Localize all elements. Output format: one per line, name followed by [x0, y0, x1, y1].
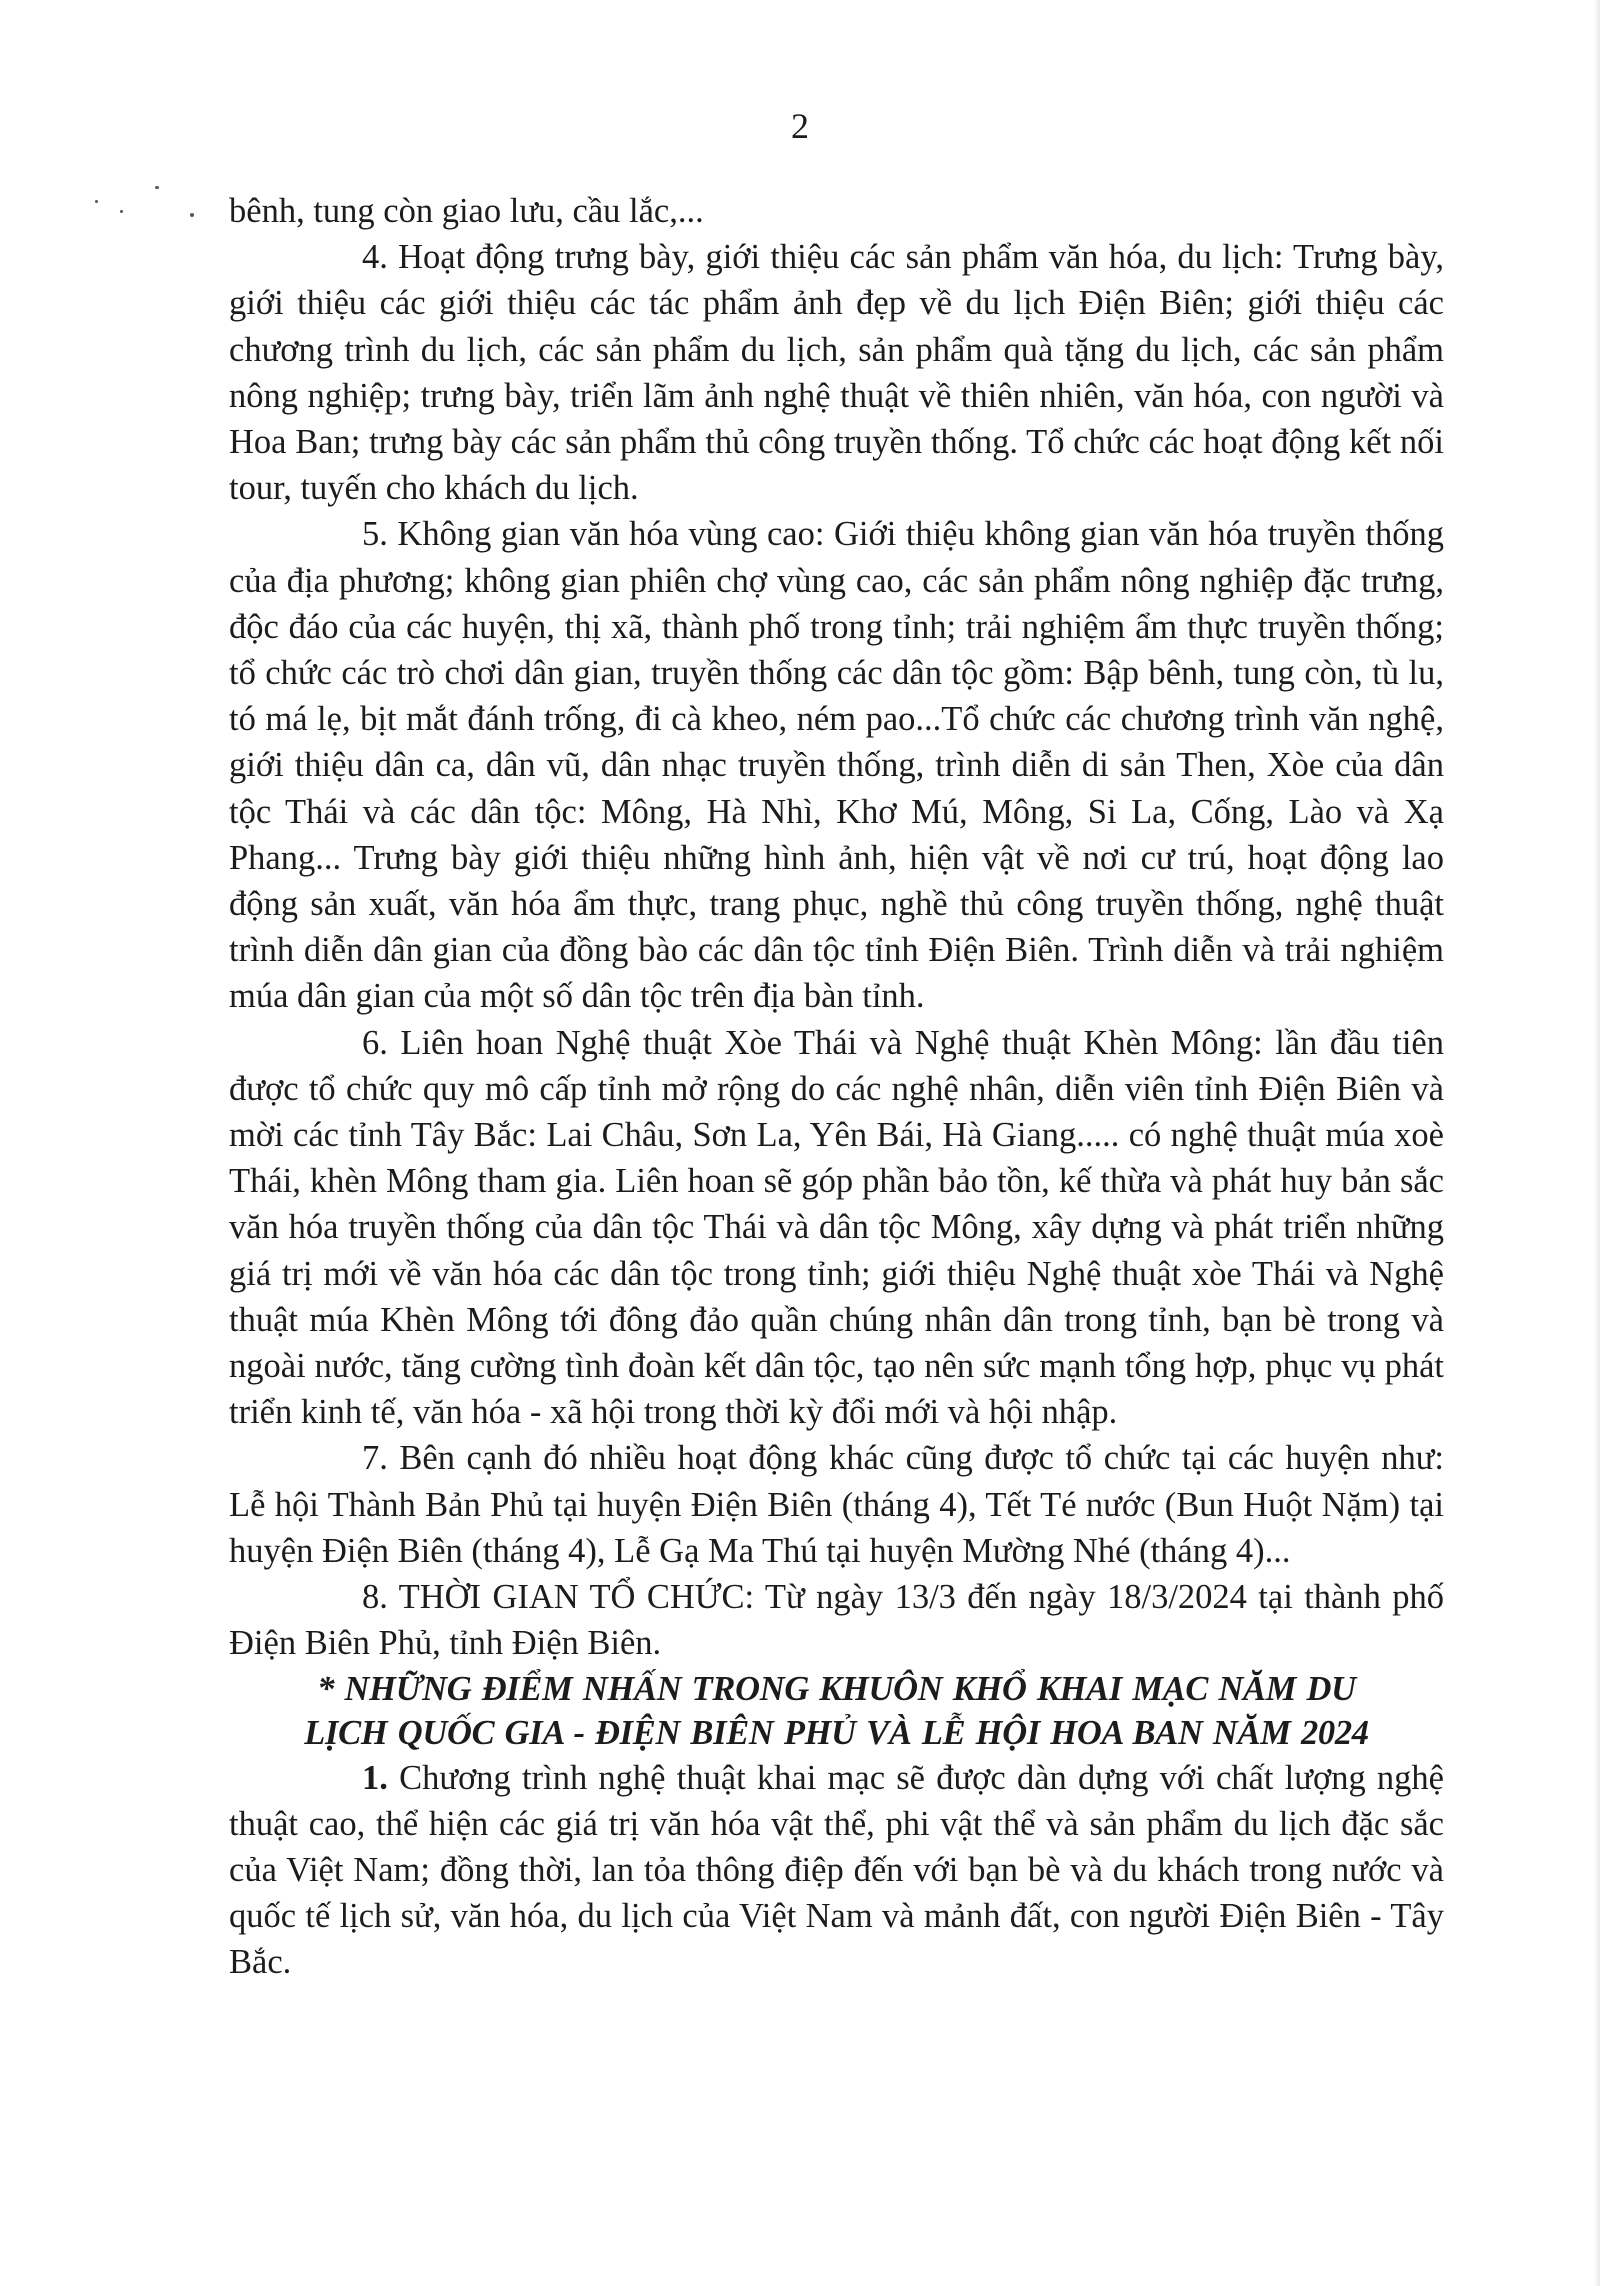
document-body	[229, 188, 1444, 1986]
scan-speck	[190, 213, 194, 217]
paragraph-item-8: 8. THỜI GIAN TỔ CHỨC: Từ ngày 13/3 đến ngày 18/3/2024 tại thành phố Điện Biên Phủ, tỉnh Điện Biên.	[229, 1578, 1444, 1663]
section-heading-line-2: LỊCH QUỐC GIA - ĐIỆN BIÊN PHỦ VÀ LỄ HỘI HOA BAN NĂM 2024	[304, 1713, 1369, 1752]
section-heading	[229, 1667, 1444, 1755]
scan-speck	[155, 186, 159, 189]
highlight-item-1-text: Chương trình nghệ thuật khai mạc sẽ được dàn dựng với chất lượng nghệ thuật cao, thể hiện các giá trị văn hóa vật thể, phi vật thể và sản phẩm du lịch đặc sắc của Việt Nam; đồng thời, lan tỏa thông điệp đến với bạn bè và du khách trong nước và quốc tế lịch sử, văn hóa, du lịch của Việt Nam và mảnh đất, con người Điện Biên - Tây Bắc.	[229, 1758, 1444, 1982]
paragraph-item-5: 5. Không gian văn hóa vùng cao: Giới thiệu không gian văn hóa truyền thống của địa phương; không gian phiên chợ vùng cao, các sản phẩm nông nghiệp đặc trưng, độc đáo của các huyện, thị xã, thành phố trong tỉnh; trải nghiệm ẩm thực truyền thống; tổ chức các trò chơi dân gian, truyền thống các dân tộc gồm: Bập bênh, tung còn, tù lu, tó má lẹ, bịt mắt đánh trống, đi cà kheo, ném pao...Tổ chức các chương trình văn nghệ, giới thiệu dân ca, dân vũ, dân nhạc truyền thống, trình diễn di sản Then, Xòe của dân tộc Thái và các dân tộc: Mông, Hà Nhì, Khơ Mú, Mông, Si La, Cống, Lào và Xạ Phang... Trưng bày giới thiệu những hình ảnh, hiện vật về nơi cư trú, hoạt động lao động sản xuất, văn hóa ẩm thực, trang phục, nghề thủ công truyền thống, nghệ thuật trình diễn dân gian của đồng bào các dân tộc tỉnh Điện Biên. Trình diễn và trải nghiệm múa dân gian của một số dân tộc trên địa bàn tỉnh.	[229, 515, 1444, 1016]
scan-speck	[95, 200, 98, 203]
paragraph-item-4: 4. Hoạt động trưng bày, giới thiệu các sản phẩm văn hóa, du lịch: Trưng bày, giới thiệu các giới thiệu các tác phẩm ảnh đẹp về du lịch Điện Biên; giới thiệu các chương trình du lịch, các sản phẩm du lịch, sản phẩm quà tặng du lịch, các sản phẩm nông nghiệp; trưng bày, triển lãm ảnh nghệ thuật về thiên nhiên, văn hóa, con người và Hoa Ban; trưng bày các sản phẩm thủ công truyền thống. Tổ chức các hoạt động kết nối tour, tuyến cho khách du lịch.	[229, 238, 1444, 508]
section-heading-line-1: * NHỮNG ĐIỂM NHẤN TRONG KHUÔN KHỔ KHAI MẠC NĂM DU	[317, 1669, 1356, 1708]
highlight-item-1-number: 1.	[362, 1758, 388, 1797]
page-number: 2	[791, 106, 809, 146]
scan-edge-shadow	[1594, 0, 1600, 2286]
paragraph-item-6: 6. Liên hoan Nghệ thuật Xòe Thái và Nghệ thuật Khèn Mông: lần đầu tiên được tổ chức quy mô cấp tỉnh mở rộng do các nghệ nhân, diễn viên tỉnh Điện Biên và mời các tỉnh Tây Bắc: Lai Châu, Sơn La, Yên Bái, Hà Giang..... có nghệ thuật múa xoè Thái, khèn Mông tham gia. Liên hoan sẽ góp phần bảo tồn, kế thừa và phát huy bản sắc văn hóa truyền thống của dân tộc Thái và dân tộc Mông, xây dựng và phát triển những giá trị mới về văn hóa các dân tộc trong tỉnh; giới thiệu Nghệ thuật xòe Thái và Nghệ thuật múa Khèn Mông tới đông đảo quần chúng nhân dân trong tỉnh, bạn bè trong và ngoài nước, tăng cường tình đoàn kết dân tộc, tạo nên sức mạnh tổng hợp, phục vụ phát triển kinh tế, văn hóa - xã hội trong thời kỳ đổi mới và hội nhập.	[229, 1023, 1444, 1432]
highlight-item-1	[229, 1755, 1444, 1986]
scan-speck	[120, 210, 123, 213]
paragraph-continued: bênh, tung còn giao lưu, cầu lắc,...	[229, 192, 704, 230]
paragraph-item-7: 7. Bên cạnh đó nhiều hoạt động khác cũng được tổ chức tại các huyện như: Lễ hội Thành Bản Phủ tại huyện Điện Biên (tháng 4), Tết Té nước (Bun Huột Nặm) tại huyện Điện Biên (tháng 4), Lễ Gạ Ma Thú tại huyện Mường Nhé (tháng 4)...	[229, 1439, 1444, 1570]
